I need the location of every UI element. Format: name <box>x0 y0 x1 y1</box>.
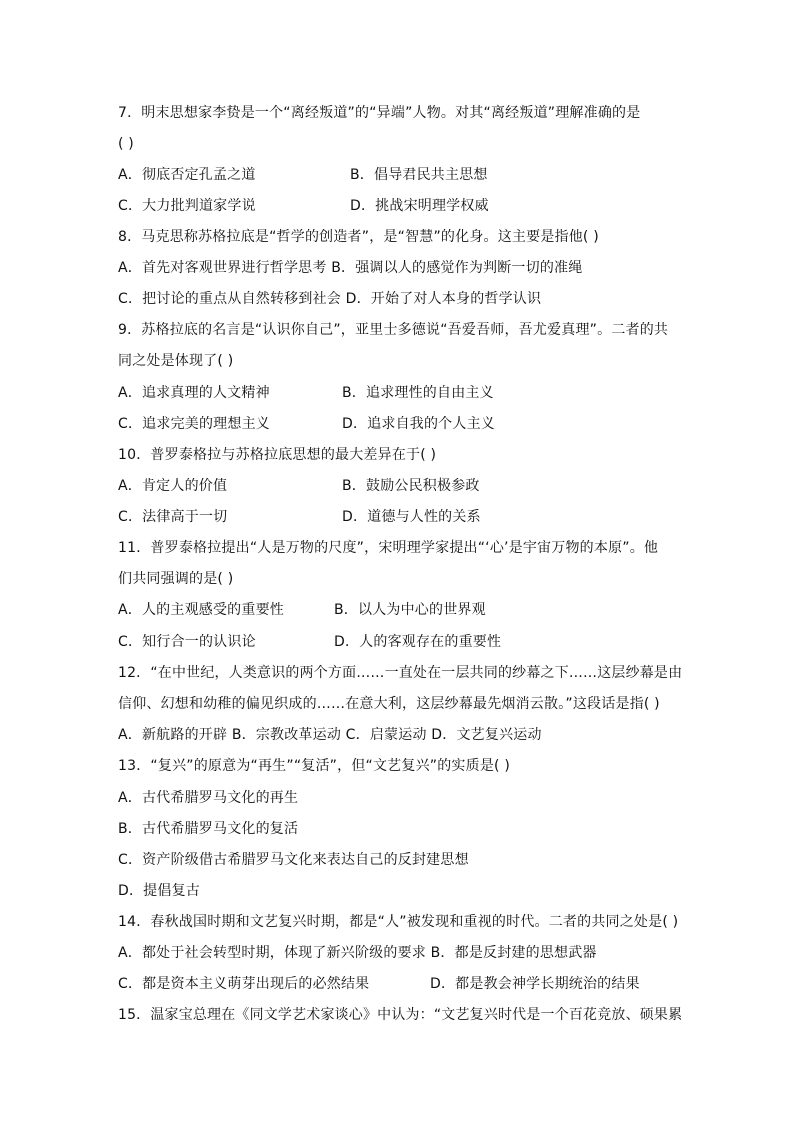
question-9-stem-cont: 同之处是体现了( ) <box>118 353 234 369</box>
q13-option-a: A．古代希腊罗马文化的再生 <box>118 790 299 806</box>
q13-option-c: C．资产阶级借古希腊罗马文化来表达自己的反封建思想 <box>118 852 469 868</box>
q11-option-b: B．以人为中心的世界观 <box>334 602 486 618</box>
q7-option-d: D．挑战宋明理学权威 <box>350 198 489 214</box>
q9-option-d: D．追求自我的个人主义 <box>342 416 495 432</box>
q7-option-a: A．彻底否定孔孟之道 <box>118 167 256 183</box>
q13-option-d: D．提倡复古 <box>118 883 200 899</box>
question-10-stem: 10．普罗泰格拉与苏格拉底思想的最大差异在于( ) <box>118 447 437 463</box>
q9-option-a: A．追求真理的人文精神 <box>118 385 270 401</box>
q8-options-ab: A．首先对客观世界进行哲学思考 B．强调以人的感觉作为判断一切的准绳 <box>118 260 583 276</box>
q9-option-b: B．追求理性的自由主义 <box>342 385 494 401</box>
question-15-stem: 15．温家宝总理在《同文学艺术家谈心》中认为：“文艺复兴时代是一个百花竞放、硕果累 <box>118 1007 683 1023</box>
q10-option-c: C．法律高于一切 <box>118 509 228 525</box>
q14-option-d: D．都是教会神学长期统治的结果 <box>430 976 640 992</box>
q8-options-cd: C．把讨论的重点从自然转移到社会 D．开始了对人本身的哲学认识 <box>118 291 542 307</box>
q11-option-d: D．人的客观存在的重要性 <box>334 634 502 650</box>
question-11-stem-cont: 们共同强调的是( ) <box>118 571 234 587</box>
q12-options: A．新航路的开辟 B．宗教改革运动 C．启蒙运动 D．文艺复兴运动 <box>118 727 542 743</box>
q11-option-c: C．知行合一的认识论 <box>118 634 256 650</box>
q10-option-d: D．道德与人性的关系 <box>342 509 481 525</box>
question-7-blank: ( ) <box>118 136 134 152</box>
question-13-stem: 13．“复兴”的原意为“再生”“复活”，但“文艺复兴”的实质是( ) <box>118 758 511 774</box>
q7-option-c: C．大力批判道家学说 <box>118 198 256 214</box>
q13-option-b: B．古代希腊罗马文化的复活 <box>118 821 299 837</box>
question-11-stem: 11．普罗泰格拉提出“人是万物的尺度”，宋明理学家提出“‘心’是宇宙万物的本原”。他 <box>118 540 659 556</box>
question-14-stem: 14．春秋战国时期和文艺复兴时期，都是“人”被发现和重视的时代。二者的共同之处是( ) <box>118 914 679 930</box>
q10-option-b: B．鼓励公民积极参政 <box>342 478 480 494</box>
q10-option-a: A．肯定人的价值 <box>118 478 228 494</box>
q14-options-ab: A．都处于社会转型时期，体现了新兴阶级的要求 B．都是反封建的思想武器 <box>118 945 597 961</box>
q14-option-c: C．都是资本主义萌芽出现后的必然结果 <box>118 976 370 992</box>
question-7-stem: 7．明末思想家李贽是一个“离经叛道”的“异端”人物。对其“离经叛道”理解准确的是 <box>118 105 641 121</box>
question-12-stem-cont: 信仰、幻想和幼稚的偏见织成的……在意大利，这层纱幕最先烟消云散。”这段话是指( ) <box>118 696 660 712</box>
q7-option-b: B．倡导君民共主思想 <box>350 167 488 183</box>
q11-option-a: A．人的主观感受的重要性 <box>118 602 284 618</box>
question-9-stem: 9．苏格拉底的名言是“认识你自己”，亚里士多德说“吾爱吾师，吾尤爱真理”。二者的共 <box>118 322 669 338</box>
question-12-stem: 12．“在中世纪，人类意识的两个方面……一直处在一层共同的纱幕之下……这层纱幕是由 <box>118 665 683 681</box>
question-8-stem: 8．马克思称苏格拉底是“哲学的创造者”，是“智慧”的化身。这主要是指他( ) <box>118 229 599 245</box>
q9-option-c: C．追求完美的理想主义 <box>118 416 270 432</box>
